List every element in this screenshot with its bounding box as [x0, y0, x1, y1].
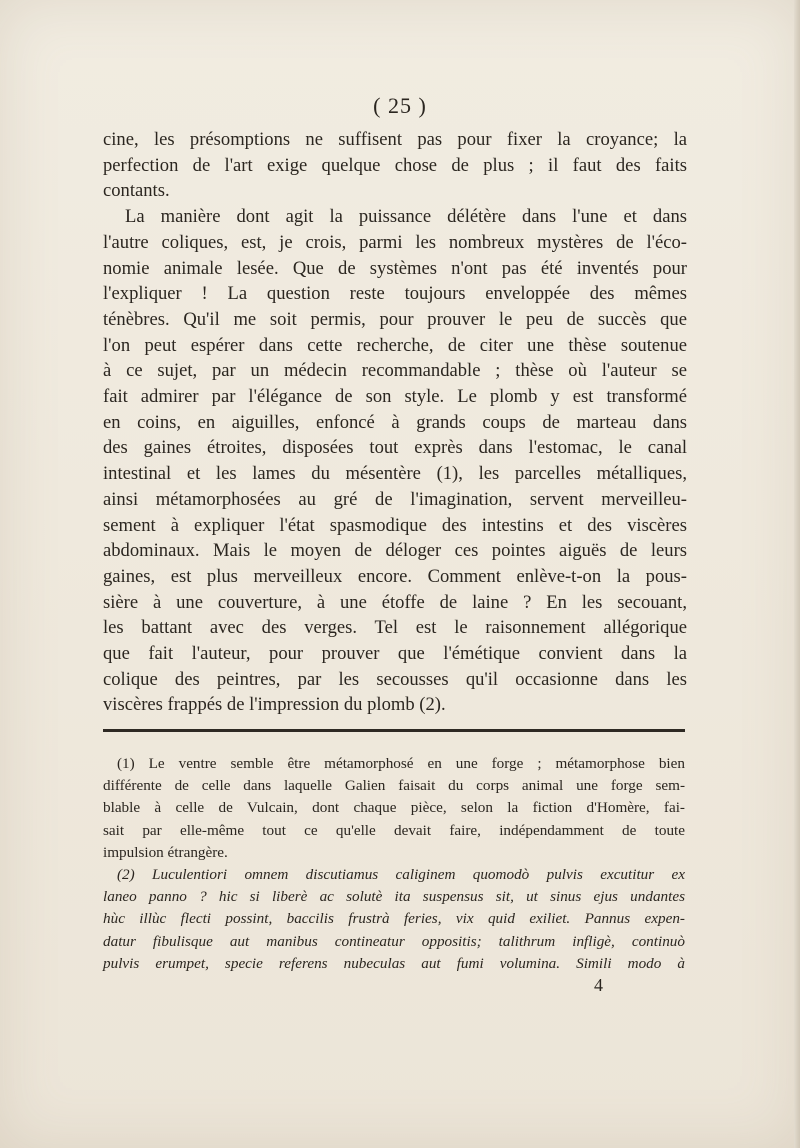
text-line: viscères frappés de l'impression du plomb (2).: [103, 694, 446, 716]
text-line: des gaines étroites, disposées tout exprès dans l'estomac, le canal: [103, 437, 687, 459]
text-line: nomie animale lesée. Que de systèmes n'ont pas été inventés pour: [103, 257, 687, 279]
footnote-separator: [103, 729, 685, 732]
text-line: gaines, est plus merveilleux encore. Comment enlève-t-on la pous-: [103, 565, 687, 587]
footnote-line: laneo panno ? hic si liberè ac solutè ita suspensus sit, ut sinus ejus undantes: [103, 888, 685, 906]
footnote-line: datur fibulisque aut manibus contineatur oppositis; talithrum infligè, continuò: [103, 932, 685, 950]
text-line: intestinal et les lames du mésentère (1), les parcelles métalliques,: [103, 463, 687, 485]
text-line: fait admirer par l'élégance de son style. Le plomb y est transformé: [103, 386, 687, 408]
text-line: colique des peintres, par les secousses qu'il occasionne dans les: [103, 668, 687, 690]
footnote-line: différente de celle dans laquelle Galien faisait du corps animal une forge sem-: [103, 777, 685, 795]
page-number: ( 25 ): [373, 93, 427, 118]
text-line: les battant avec des verges. Tel est le raisonnement allégorique: [103, 617, 687, 639]
footnote-line: blable à celle de Vulcain, dont chaque pièce, selon la fiction d'Homère, fai-: [103, 799, 685, 817]
footnote-line: pulvis erumpet, specie referens nubeculas aut fumi volumina. Simili modo à: [103, 954, 685, 972]
text-line: cine, les présomptions ne suffisent pas pour fixer la croyance; la: [103, 129, 687, 150]
footnote-line: (2) Luculentiori omnem discutiamus caliginem quomodò pulvis excutitur ex: [117, 866, 685, 884]
footnote-line: hùc illùc flecti possint, baccilis frustrà feries, vix quid exiliet. Pannus expen-: [103, 910, 685, 928]
text-line: abdominaux. Mais le moyen de déloger ces pointes aiguës de leurs: [103, 540, 687, 562]
signature-mark: 4: [594, 975, 603, 995]
text-line: ténèbres. Qu'il me soit permis, pour prouver le peu de succès que: [103, 308, 687, 330]
text-line: contants.: [103, 180, 170, 202]
page-edge: [794, 0, 800, 1148]
text-line: que fait l'auteur, pour prouver que l'émétique convient dans la: [103, 643, 687, 665]
footnotes: [103, 753, 685, 975]
text-line: sement à expliquer l'état spasmodique des intestins et des viscères: [103, 514, 687, 536]
text-line: à ce sujet, par un médecin recommandable ; thèse où l'auteur se: [103, 360, 687, 382]
footnote-line: impulsion étrangère.: [103, 843, 228, 861]
text-line: l'on peut espérer dans cette recherche, de citer une thèse soutenue: [103, 334, 687, 356]
text-line: La manière dont agit la puissance délétère dans l'une et dans: [125, 206, 687, 228]
text-line: en coins, en aiguilles, enfoncé à grands coups de marteau dans: [103, 411, 687, 433]
text-line: sière à une couverture, à une étoffe de laine ? En les secouant,: [103, 591, 687, 613]
main-text-body: [103, 127, 687, 718]
text-line: ainsi métamorphosées au gré de l'imagination, servent merveilleu-: [103, 488, 687, 510]
footnote-line: sait par elle-même tout ce qu'elle devait faire, indépendamment de toute: [103, 821, 685, 839]
text-line: perfection de l'art exige quelque chose de plus ; il faut des faits: [103, 154, 687, 176]
text-line: l'expliquer ! La question reste toujours enveloppée des mêmes: [103, 283, 687, 305]
text-line: l'autre coliques, est, je crois, parmi les nombreux mystères de l'éco-: [103, 231, 687, 253]
footnote-line: (1) Le ventre semble être métamorphosé en une forge ; métamorphose bien: [117, 755, 685, 772]
